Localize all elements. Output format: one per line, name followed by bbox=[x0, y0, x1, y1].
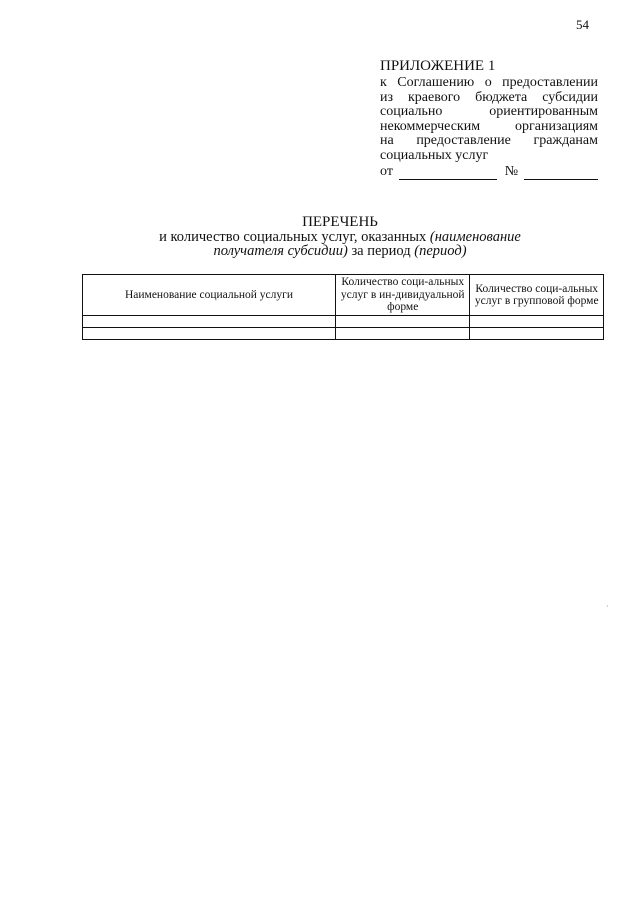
cell-group-count[interactable] bbox=[470, 328, 604, 340]
header-individual-count: Количество соци-альных услуг в ин-дивидуальной форме bbox=[336, 275, 470, 316]
recipient-placeholder-end: получателя субсидии) bbox=[213, 243, 348, 259]
number-label: № bbox=[504, 164, 519, 179]
heading-line-2 bbox=[60, 244, 620, 259]
number-blank-field[interactable] bbox=[524, 167, 598, 180]
date-number-line bbox=[380, 165, 598, 180]
date-blank-field[interactable] bbox=[399, 167, 497, 180]
from-label: от bbox=[380, 164, 393, 179]
scan-speck: · bbox=[606, 602, 609, 611]
header-service-name: Наименование социальной услуги bbox=[83, 275, 336, 316]
cell-group-count[interactable] bbox=[470, 316, 604, 328]
appendix-line: на предоставление гражданам bbox=[380, 133, 598, 148]
period-placeholder: (период) bbox=[414, 243, 467, 259]
page-number: 54 bbox=[576, 17, 589, 32]
cell-individual-count[interactable] bbox=[336, 316, 470, 328]
recipient-placeholder-start: (наименование bbox=[429, 228, 521, 245]
table-row bbox=[83, 328, 604, 340]
period-label: за период bbox=[347, 243, 415, 259]
document-heading bbox=[60, 215, 620, 259]
heading-line-1 bbox=[60, 230, 620, 245]
table-header-row bbox=[83, 275, 604, 316]
table-row bbox=[83, 316, 604, 328]
cell-individual-count[interactable] bbox=[336, 328, 470, 340]
appendix-block bbox=[380, 57, 598, 180]
heading-line-1-text: и количество социальных услуг, оказанных bbox=[159, 228, 430, 245]
services-table bbox=[82, 274, 604, 340]
appendix-line: социально ориентированным bbox=[380, 104, 598, 119]
appendix-line: социальных услуг bbox=[380, 147, 489, 163]
appendix-line: к Соглашению о предоставлении bbox=[380, 75, 598, 90]
header-group-count: Количество соци-альных услуг в групповой форме bbox=[470, 275, 604, 316]
heading-title: ПЕРЕЧЕНЬ bbox=[302, 214, 378, 230]
appendix-title: ПРИЛОЖЕНИЕ 1 bbox=[380, 58, 496, 74]
appendix-body bbox=[380, 76, 598, 163]
appendix-line: из краевого бюджета субсидии bbox=[380, 89, 598, 105]
cell-service-name[interactable] bbox=[83, 328, 336, 340]
cell-service-name[interactable] bbox=[83, 316, 336, 328]
appendix-line: некоммерческим организациям bbox=[380, 118, 598, 134]
